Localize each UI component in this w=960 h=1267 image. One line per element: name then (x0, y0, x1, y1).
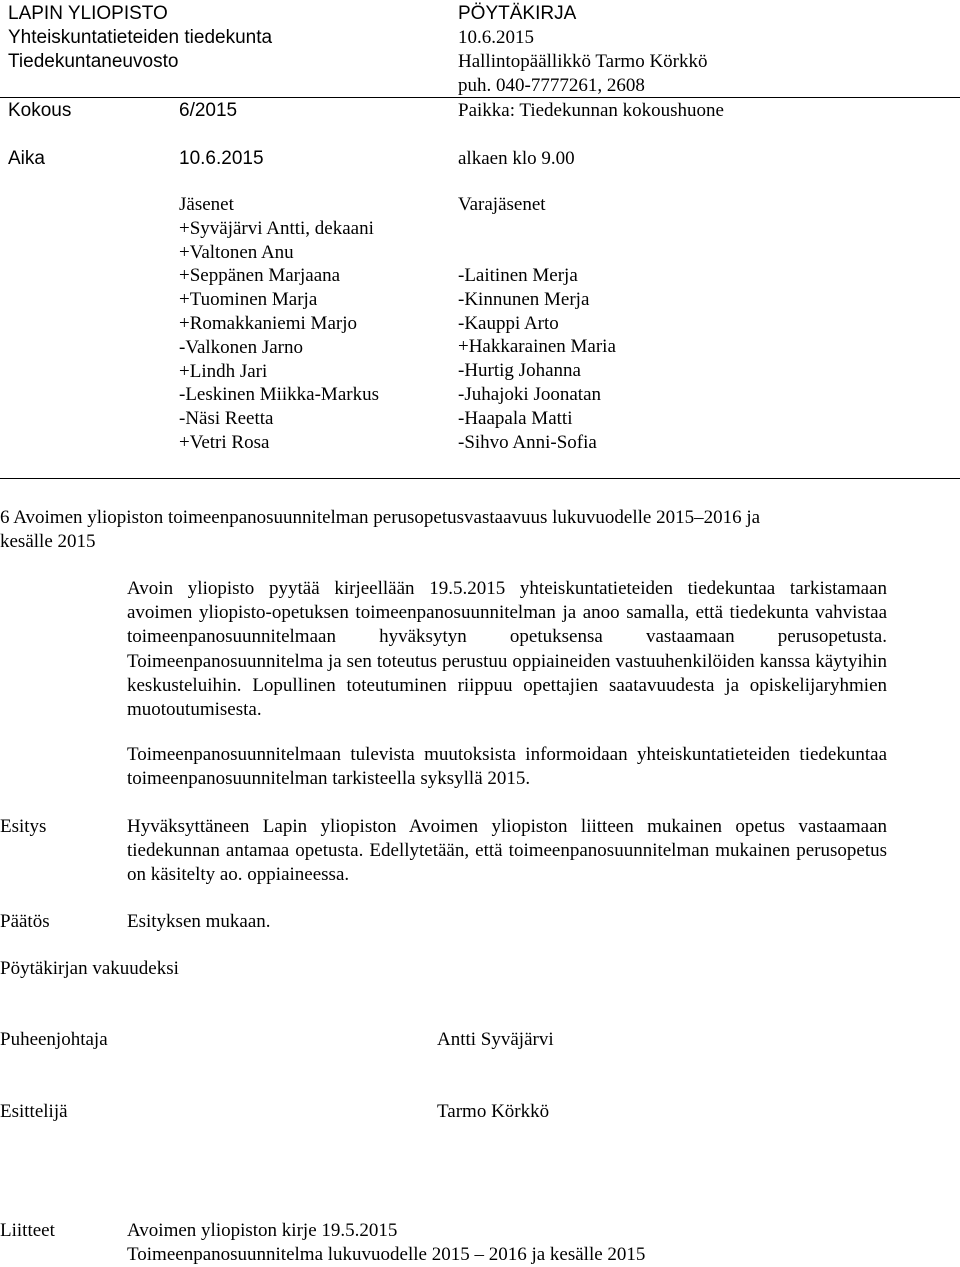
contact-phone: puh. 040-7777261, 2608 (458, 75, 645, 96)
deputy-item: -Laitinen Merja (458, 265, 578, 286)
member-item: +Vetri Rosa (179, 431, 270, 453)
deputy-item: +Hakkarainen Maria (458, 336, 616, 358)
deputies-heading: Varajäsenet (458, 194, 546, 215)
time-start: alkaen klo 9.00 (458, 148, 575, 169)
proposal-label: Esitys (0, 816, 47, 837)
organization-name: LAPIN YLIOPISTO (8, 3, 168, 24)
chair-label: Puheenjohtaja (0, 1029, 108, 1050)
chair-name: Antti Syväjärvi (437, 1029, 554, 1050)
member-item: -Leskinen Miikka-Markus (179, 384, 379, 406)
document-type: PÖYTÄKIRJA (458, 3, 577, 24)
deputy-item: -Haapala Matti (458, 407, 573, 429)
faculty-name: Yhteiskuntatieteiden tiedekunta (8, 27, 273, 48)
members-list (179, 193, 379, 455)
deputy-item: -Juhajoki Joonatan (458, 383, 602, 405)
signatures-heading: Pöytäkirjan vakuudeksi (0, 958, 179, 979)
deputy-item: -Sihvo Anni-Sofia (458, 431, 597, 453)
attachments-label: Liitteet (0, 1220, 55, 1241)
meeting-label: Kokous (8, 100, 72, 121)
meeting-number: 6/2015 (179, 100, 238, 121)
proposal-text: Hyväksyttäneen Lapin yliopiston Avoimen yliopiston liitteen mukainen opetus vastaamaan tiedekunnan antamaa opetusta. Edellytetään, että toimeenpanosuunnitelman mukainen perusopetus on käsitelty ao. oppiaineessa. (127, 816, 887, 886)
decision-label: Päätös (0, 911, 50, 932)
meeting-place: Paikka: Tiedekunnan kokoushuone (458, 100, 724, 121)
presenter-name: Tarmo Körkkö (437, 1101, 550, 1122)
member-item: +Valtonen Anu (179, 241, 294, 263)
contact-name: Hallintopäällikkö Tarmo Körkkö (458, 51, 708, 72)
deputy-item: -Hurtig Johanna (458, 360, 581, 382)
decision-text: Esityksen mukaan. (127, 911, 271, 932)
deputy-item: -Kinnunen Merja (458, 288, 590, 310)
time-label: Aika (8, 148, 45, 169)
attachment-item: Avoimen yliopiston kirje 19.5.2015 (127, 1220, 398, 1241)
header-divider (0, 97, 960, 98)
presenter-label: Esittelijä (0, 1101, 68, 1122)
time-date: 10.6.2015 (179, 148, 264, 169)
attachment-item: Toimeenpanosuunnitelma lukuvuodelle 2015 – 2016 ja kesälle 2015 (127, 1244, 646, 1265)
section-divider (0, 478, 960, 479)
council-name: Tiedekuntaneuvosto (8, 51, 179, 72)
deputies-list (458, 264, 616, 454)
member-item: +Romakkaniemi Marjo (179, 312, 357, 334)
members-heading: Jäsenet (179, 194, 234, 215)
member-item: -Valkonen Jarno (179, 336, 303, 358)
member-item: +Lindh Jari (179, 360, 268, 382)
deputy-item: -Kauppi Arto (458, 312, 559, 334)
member-item: +Tuominen Marja (179, 289, 318, 311)
item-title-line1: 6 Avoimen yliopiston toimeenpanosuunnitelman perusopetusvastaavuus lukuvuodelle 2015–2016 ja (0, 507, 761, 528)
member-item: -Näsi Reetta (179, 408, 274, 430)
member-item: +Seppänen Marjaana (179, 265, 341, 287)
member-item: +Syväjärvi Antti, dekaani (179, 217, 374, 239)
item-title-line2: kesälle 2015 (0, 531, 96, 552)
item-paragraph-2: Toimeenpanosuunnitelmaan tulevista muutoksista informoidaan yhteiskuntatieteiden tiedekuntaa toimeenpanosuunnitelman tarkisteella syksyllä 2015. (127, 744, 887, 790)
item-paragraph-1: Avoin yliopisto pyytää kirjeellään 19.5.2015 yhteiskuntatieteiden tiedekuntaa tarkistamaan avoimen yliopisto-opetuksen toimeenpanosuunnitelman ja anoo samalla, että tiedekunta vahvistaa toimeenpanosuunnitelmaan hyväksytyn opetuksensa vastaamaan perusopetusta. Toimeenpanosuunnitelma ja sen toteutus perustuu oppiaineiden vastuuhenkilöiden kanssa käytyihin keskusteluihin. Lopullinen toteutuminen riippuu opettajien saatavuudesta ja opiskelijaryhmien muotoutumisesta. (127, 578, 887, 721)
document-date: 10.6.2015 (458, 27, 534, 48)
